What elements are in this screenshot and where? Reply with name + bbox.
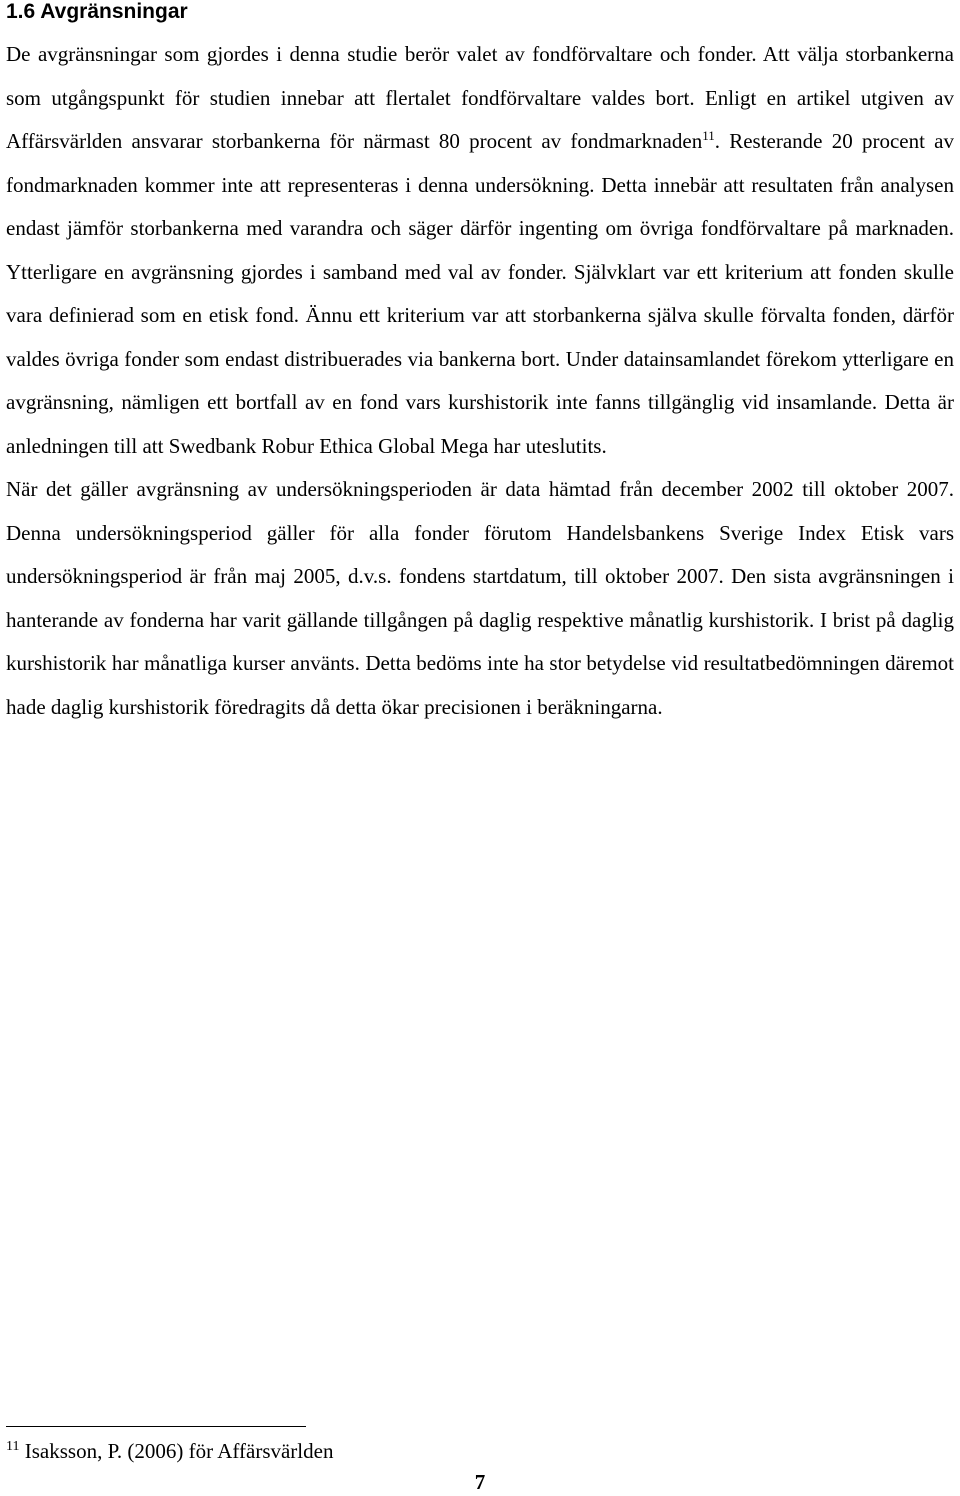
footnote-reference: 11 xyxy=(702,128,715,143)
paragraph-1-text-b: . Resterande 20 procent av fondmarknaden kommer inte att representeras i denna undersökning. Detta innebär att resultaten från analysen endast jämför storbankerna med varandra och säger därför ingenting om övriga fondförvaltare på marknaden. Ytterligare en avgränsning gjordes i samband med val av fonder. Självklart var ett kriterium att fonden skulle vara definierad som en etisk fond. Ännu ett kriterium var att storbankerna själva skulle förvalta fonden, därför valdes övriga fonder som endast distribuerades via bankerna bort. Under datainsamlandet förekom ytterligare en avgränsning, nämligen ett bortfall av en fond vars kurshistorik inte fanns tillgänglig vid insamlande. Detta är anledningen till att Swedbank Robur Ethica Global Mega har uteslutits. xyxy=(6,129,954,458)
paragraph-1 xyxy=(6,33,954,468)
body-text xyxy=(6,33,954,729)
footnote xyxy=(6,1437,333,1465)
footnote-number: 11 xyxy=(6,1439,20,1454)
section-heading: 1.6 Avgränsningar xyxy=(6,0,188,23)
page-number: 7 xyxy=(474,1470,486,1494)
footnote-separator xyxy=(6,1426,306,1427)
footnote-text: Isaksson, P. (2006) för Affärsvärlden xyxy=(19,1439,334,1463)
paragraph-2: När det gäller avgränsning av undersökningsperioden är data hämtad från december 2002 till oktober 2007. Denna undersökningsperiod gäller för alla fonder förutom Handelsbankens Sverige Index Etisk vars undersökningsperiod är från maj 2005, d.v.s. fondens startdatum, till oktober 2007. Den sista avgränsningen i hanterande av fonderna har varit gällande tillgången på daglig respektive månatlig kurshistorik. I brist på daglig kurshistorik har månatliga kurser använts. Detta bedöms inte ha stor betydelse vid resultatbedömningen däremot hade daglig kurshistorik föredragits då detta ökar precisionen i beräkningarna. xyxy=(6,477,954,719)
paragraph-1-text-a: De avgränsningar som gjordes i denna studie berör valet av fondförvaltare och fonder. Att välja storbankerna som utgångspunkt för studien innebar att flertalet fondförvaltare valdes bort. Enligt en artikel utgiven av Affärsvärlden ansvarar storbankerna för närmast 80 procent av fondmarknaden xyxy=(6,42,954,153)
